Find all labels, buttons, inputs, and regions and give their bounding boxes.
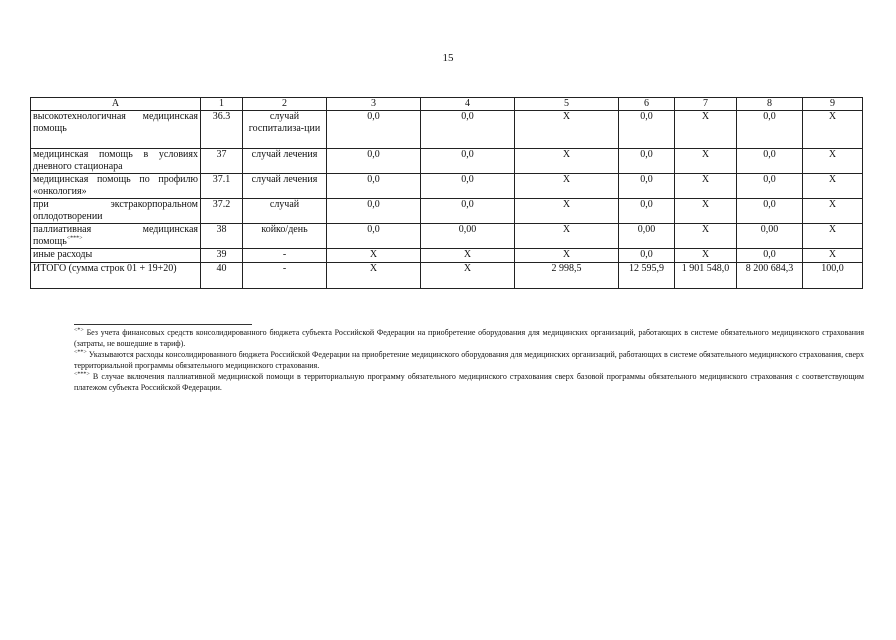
row-name: иные расходы: [33, 249, 93, 260]
cell-c5: Х: [515, 249, 619, 263]
cell-unit: случай лечения: [243, 174, 327, 199]
cell-c6: 0,0: [619, 149, 675, 174]
cell-c4: 0,00: [421, 224, 515, 249]
column-header: 2: [243, 98, 327, 111]
cell-c9: Х: [803, 174, 863, 199]
cell-c8: 0,0: [737, 174, 803, 199]
cell-code: 37.1: [201, 174, 243, 199]
cell-c5: Х: [515, 199, 619, 224]
column-header: 4: [421, 98, 515, 111]
footnote-marker: <***>: [66, 235, 83, 242]
cell-c7: Х: [675, 249, 737, 263]
cell-c3: 0,0: [327, 149, 421, 174]
cell-c6: 0,0: [619, 174, 675, 199]
cell-unit: случай: [243, 199, 327, 224]
table-row: [31, 111, 863, 149]
cell-c7: 1 901 548,0: [675, 263, 737, 289]
cell-c6: 0,0: [619, 249, 675, 263]
row-name-cell: [31, 199, 201, 224]
cell-code: 40: [201, 263, 243, 289]
cell-c9: Х: [803, 111, 863, 149]
cell-c3: Х: [327, 249, 421, 263]
footnote-text: В случае включения паллиативной медицинской помощи в территориальную программу обязательного медицинского страхования сверх базовой программы обязательного медицинского страхования с соответствующим платежом субъекта Российской Федерации.: [74, 372, 864, 392]
footnote-divider: [74, 324, 252, 325]
row-name: высокотехнологичная медицинская помощь: [33, 111, 198, 134]
cell-c8: 0,0: [737, 249, 803, 263]
row-name: медицинская помощь в условиях дневного стационара: [33, 149, 198, 172]
cell-c5: 2 998,5: [515, 263, 619, 289]
table-row: [31, 199, 863, 224]
cell-c3: 0,0: [327, 199, 421, 224]
column-header: 5: [515, 98, 619, 111]
cell-c6: 0,0: [619, 199, 675, 224]
cell-c8: 8 200 684,3: [737, 263, 803, 289]
cell-c4: 0,0: [421, 111, 515, 149]
table-row: [31, 263, 863, 289]
cell-code: 38: [201, 224, 243, 249]
cell-code: 36.3: [201, 111, 243, 149]
column-header: 1: [201, 98, 243, 111]
footnote-text: Указываются расходы консолидированного бюджета Российской Федерации на приобретение медицинского оборудования для медицинских организаций, работающих в системе обязательного медицинского страхования, сверх территориальной программы обязательного медицинского страхования.: [74, 350, 865, 370]
column-header: 7: [675, 98, 737, 111]
cell-c7: Х: [675, 111, 737, 149]
footnote-marker: <*>: [74, 327, 84, 334]
footnote-marker: <**>: [74, 349, 87, 356]
cell-code: 37.2: [201, 199, 243, 224]
row-name-cell: [31, 263, 201, 289]
column-header: 3: [327, 98, 421, 111]
cell-c4: Х: [421, 249, 515, 263]
column-header: 6: [619, 98, 675, 111]
cell-c7: Х: [675, 174, 737, 199]
table-row: [31, 149, 863, 174]
footnote: [74, 327, 864, 349]
cost-table: [30, 97, 863, 289]
cell-c3: Х: [327, 263, 421, 289]
cell-c8: 0,00: [737, 224, 803, 249]
cell-c7: Х: [675, 199, 737, 224]
cell-c5: Х: [515, 111, 619, 149]
cell-c5: Х: [515, 149, 619, 174]
column-header: 9: [803, 98, 863, 111]
cell-c7: Х: [675, 149, 737, 174]
cell-c3: 0,0: [327, 111, 421, 149]
cell-c8: 0,0: [737, 149, 803, 174]
cell-c9: Х: [803, 149, 863, 174]
header-row: [31, 98, 863, 111]
footnote: [74, 371, 864, 393]
row-name-cell: [31, 249, 201, 263]
row-name-cell: [31, 224, 201, 249]
cell-c8: 0,0: [737, 199, 803, 224]
cell-unit: случай госпитализа-ции: [243, 111, 327, 149]
cell-c3: 0,0: [327, 224, 421, 249]
cell-c6: 12 595,9: [619, 263, 675, 289]
footnotes: [74, 324, 864, 393]
footnote-text: Без учета финансовых средств консолидированного бюджета субъекта Российской Федерации на приобретение оборудования для медицинских организаций, работающих в системе обязательного медицинского страхования (затраты, не вошедшие в тариф).: [74, 328, 864, 348]
cell-unit: койко/день: [243, 224, 327, 249]
cell-c4: Х: [421, 263, 515, 289]
column-header: А: [31, 98, 201, 111]
cell-code: 39: [201, 249, 243, 263]
cell-c7: Х: [675, 224, 737, 249]
footnote: [74, 349, 864, 371]
cell-c9: Х: [803, 199, 863, 224]
column-header: 8: [737, 98, 803, 111]
row-name: медицинская помощь по профилю «онкология»: [33, 174, 198, 197]
table-row: [31, 249, 863, 263]
cell-unit: -: [243, 249, 327, 263]
cell-c5: Х: [515, 174, 619, 199]
footnote-marker: <***>: [74, 371, 90, 378]
cell-c4: 0,0: [421, 199, 515, 224]
row-name-cell: [31, 111, 201, 149]
table-row: [31, 174, 863, 199]
cell-c4: 0,0: [421, 174, 515, 199]
row-name-cell: [31, 174, 201, 199]
cell-c5: Х: [515, 224, 619, 249]
cell-c3: 0,0: [327, 174, 421, 199]
row-name: ИТОГО (сумма строк 01 + 19+20): [33, 263, 177, 274]
cell-c9: Х: [803, 249, 863, 263]
row-name: паллиативная медицинская помощь: [33, 224, 198, 247]
cell-c4: 0,0: [421, 149, 515, 174]
cell-c6: 0,0: [619, 111, 675, 149]
cell-c9: Х: [803, 224, 863, 249]
row-name: при экстракорпоральном оплодотворении: [33, 199, 198, 222]
cell-c9: 100,0: [803, 263, 863, 289]
cell-code: 37: [201, 149, 243, 174]
row-name-cell: [31, 149, 201, 174]
cell-unit: -: [243, 263, 327, 289]
page-number: 15: [442, 52, 454, 64]
cell-unit: случай лечения: [243, 149, 327, 174]
cell-c6: 0,00: [619, 224, 675, 249]
table-row: [31, 224, 863, 249]
cell-c8: 0,0: [737, 111, 803, 149]
